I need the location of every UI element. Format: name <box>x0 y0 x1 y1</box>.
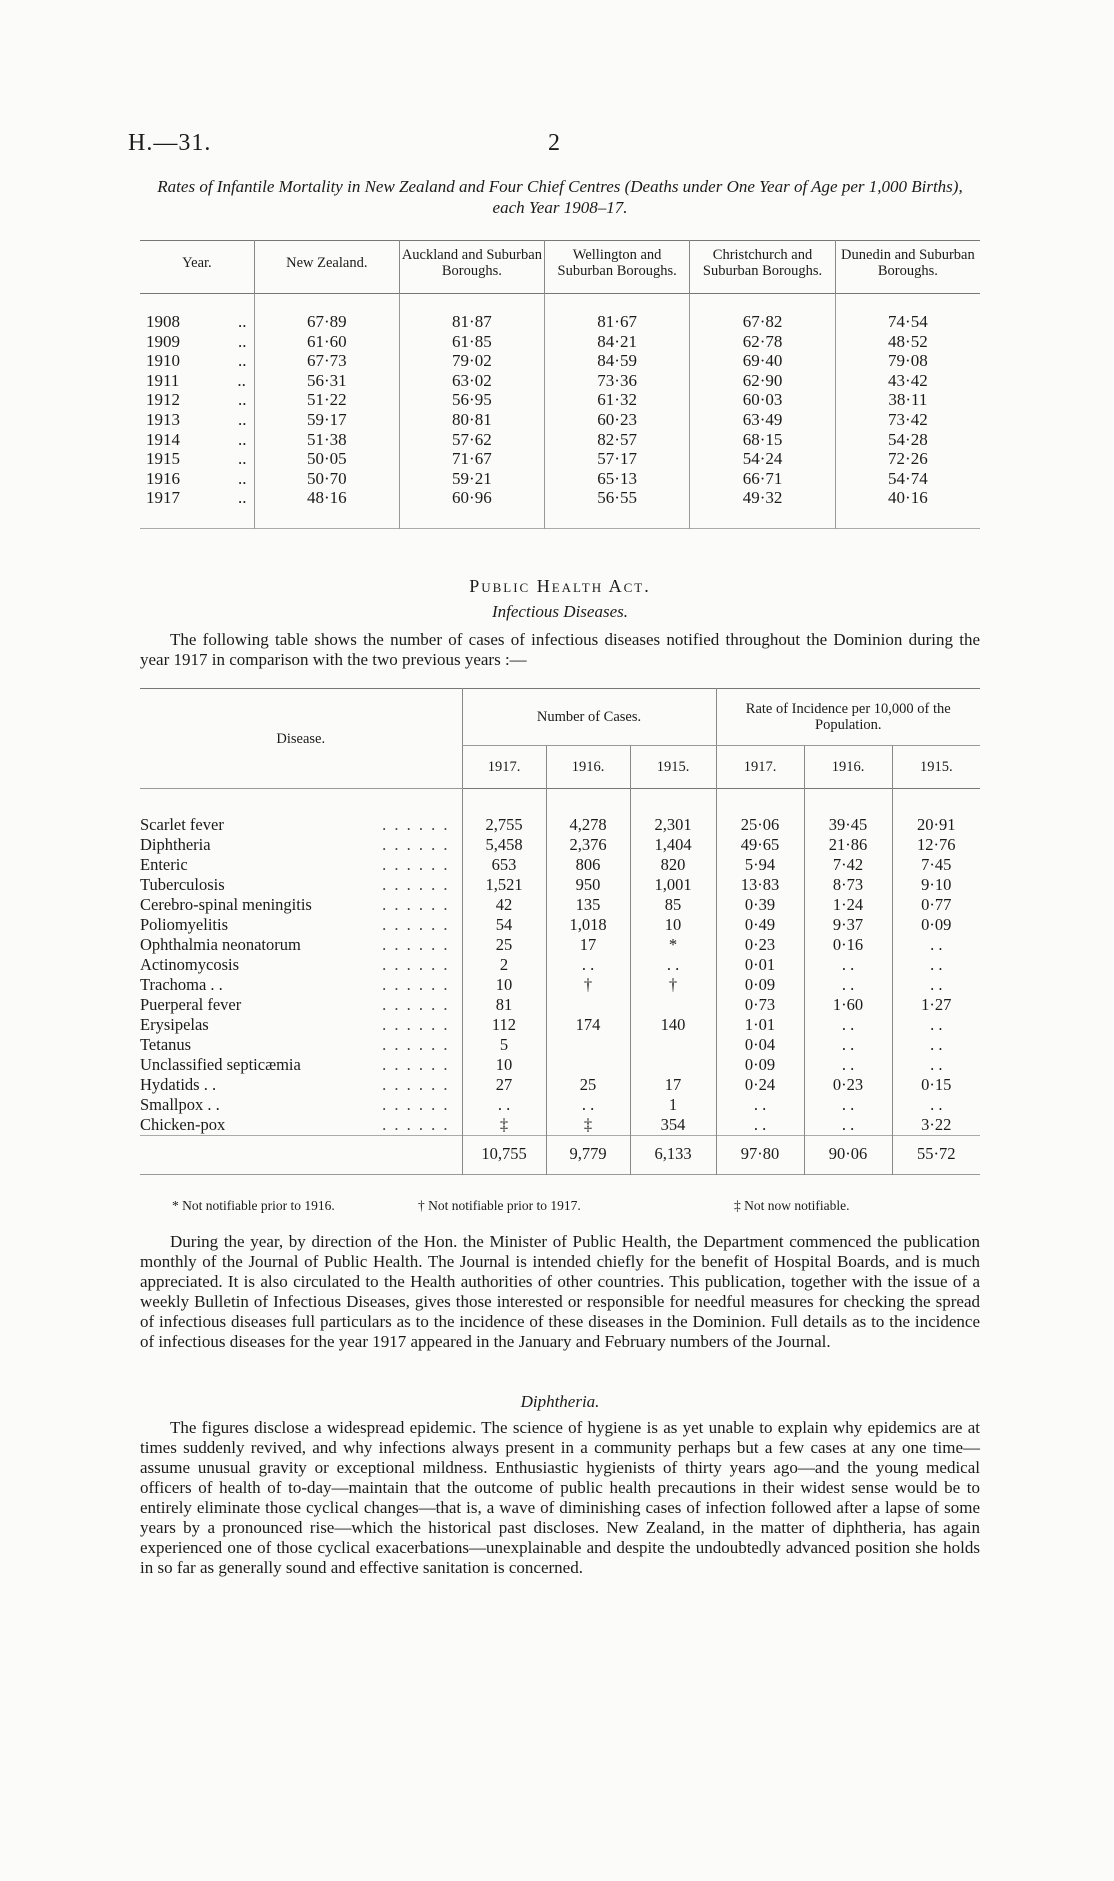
cases-cell: ‡ <box>546 1115 630 1136</box>
column-header: New Zealand. <box>254 241 399 294</box>
table-row <box>140 1095 980 1115</box>
total-cell: 10,755 <box>462 1136 546 1175</box>
rate-cell: 3·22 <box>892 1115 980 1136</box>
leader-dots: . . . . . . <box>382 815 450 834</box>
footnote-star: * Not notifiable prior to 1916. <box>172 1198 335 1213</box>
disease-name: Diphtheria <box>140 835 211 854</box>
rate-cell: 69·40 <box>690 351 836 371</box>
leader-dots: . . . . . . <box>382 1015 450 1034</box>
rate-cell: 1·60 <box>804 995 892 1015</box>
rate-cell: 67·82 <box>690 294 836 332</box>
rate-cell: 0·77 <box>892 895 980 915</box>
leader-dots: . . . . . . <box>382 1095 450 1114</box>
rate-cell: 60·23 <box>544 410 689 430</box>
rate-cell: 40·16 <box>888 488 928 508</box>
document-reference: H.—31. <box>128 130 212 156</box>
leader-dots: . . . . . . <box>382 835 450 854</box>
column-header: Christchurch and Suburban Boroughs. <box>690 241 836 294</box>
leader-dots: . . . . . . <box>382 855 450 874</box>
year-value: 1909 <box>146 331 180 351</box>
cases-cell <box>546 1055 630 1075</box>
year-value: 1916 <box>146 468 180 488</box>
disease-rows <box>140 789 980 1175</box>
footnote-dagger: † Not notifiable prior to 1917. <box>418 1198 581 1213</box>
cases-cell: 27 <box>462 1075 546 1095</box>
rate-cell: 61·32 <box>544 390 689 410</box>
disease-name: Trachoma . . <box>140 975 223 994</box>
rate-cell: . . <box>804 1055 892 1075</box>
table-row <box>140 915 980 935</box>
year-value: 1911 <box>146 370 180 390</box>
rate-cell: 66·71 <box>690 469 836 489</box>
cases-cell: 1,018 <box>546 915 630 935</box>
rate-cell: 54·24 <box>690 449 836 469</box>
rate-cell: 7·45 <box>892 855 980 875</box>
cases-cell: . . <box>546 955 630 975</box>
column-header: Dunedin and Suburban Boroughs. <box>841 247 975 279</box>
table-row <box>140 294 980 332</box>
section-title: Public Health Act. <box>469 576 651 596</box>
rate-cell: 49·32 <box>690 488 836 528</box>
cases-cell: 10 <box>462 1055 546 1075</box>
rate-cell: 73·36 <box>544 371 689 391</box>
spacer-cell <box>804 789 892 816</box>
cases-cell: 2,755 <box>462 815 546 835</box>
rate-cell: 79·08 <box>888 351 928 371</box>
leader-dots: . . . . . . <box>382 1035 450 1054</box>
cases-cell: 653 <box>462 855 546 875</box>
table-row <box>140 855 980 875</box>
column-header-rate: Rate of Incidence per 10,000 of the Population. <box>716 689 980 746</box>
year-cell <box>140 488 254 528</box>
cases-cell: 1 <box>630 1095 716 1115</box>
cases-cell: 135 <box>546 895 630 915</box>
rate-cell: 48·16 <box>254 488 399 528</box>
rate-cell: 1·01 <box>716 1015 804 1035</box>
rate-cell: . . <box>804 1095 892 1115</box>
table-row <box>140 975 980 995</box>
rate-cell: 81·67 <box>544 294 689 332</box>
spacer-cell <box>716 789 804 816</box>
cases-cell: 10 <box>462 975 546 995</box>
totals-label-cell <box>140 1136 462 1175</box>
table-row <box>140 410 980 430</box>
total-cell: 90·06 <box>804 1136 892 1175</box>
rate-cell: 43·42 <box>888 370 928 390</box>
year-cell <box>140 371 254 391</box>
rate-cell: 61·60 <box>254 332 399 352</box>
cases-cell: 2,301 <box>630 815 716 835</box>
spacer-cell <box>462 789 546 816</box>
rate-cell: 1·27 <box>892 995 980 1015</box>
table-row <box>140 995 980 1015</box>
cases-cell: 81 <box>462 995 546 1015</box>
rate-cell: . . <box>804 975 892 995</box>
totals-row <box>140 1136 980 1175</box>
rate-cell: 9·10 <box>892 875 980 895</box>
rate-cell: 60·03 <box>690 390 836 410</box>
column-header-year: 1916. <box>546 746 630 789</box>
disease-name: Actinomycosis <box>140 955 239 974</box>
table-row <box>140 895 980 915</box>
rate-cell: 56·55 <box>544 488 689 528</box>
rate-cell: . . <box>804 955 892 975</box>
cases-cell: 42 <box>462 895 546 915</box>
table-row <box>140 1115 980 1136</box>
footnote-double-dagger: ‡ Not now notifiable. <box>734 1198 850 1213</box>
rate-cell: 80·81 <box>399 410 544 430</box>
rate-cell: 0·73 <box>716 995 804 1015</box>
year-value: 1908 <box>146 312 180 331</box>
mortality-table-caption: Rates of Infantile Mortality in New Zealand and Four Chief Centres (Deaths under One Year of Age per 1,000 Births), each Year 1908–17. <box>157 177 963 217</box>
disease-name: Ophthalmia neonatorum <box>140 935 301 954</box>
table-row <box>140 390 980 410</box>
rate-cell: 0·24 <box>716 1075 804 1095</box>
column-header-year: 1916. <box>804 746 892 789</box>
column-header-cases: Number of Cases. <box>462 689 716 746</box>
cases-cell: 17 <box>546 935 630 955</box>
rate-cell: 62·90 <box>690 371 836 391</box>
rate-cell: 72·26 <box>888 449 928 469</box>
table-row <box>140 935 980 955</box>
spacer-row <box>140 789 980 816</box>
infant-mortality-table <box>140 240 980 529</box>
disease-name: Unclassified septicæmia <box>140 1055 301 1074</box>
year-cell <box>140 469 254 489</box>
page-number: 2 <box>548 130 560 156</box>
rate-cell: 81·87 <box>399 294 544 332</box>
rate-cell: 0·04 <box>716 1035 804 1055</box>
cases-cell: 1,404 <box>630 835 716 855</box>
rate-cell: 0·23 <box>804 1075 892 1095</box>
leader-dots: .. <box>238 312 247 331</box>
cases-cell: . . <box>462 1095 546 1115</box>
leader-dots: .. <box>238 488 247 508</box>
year-cell <box>140 449 254 469</box>
total-cell: 55·72 <box>892 1136 980 1175</box>
leader-dots: . . . . . . <box>382 915 450 934</box>
table-row <box>140 815 980 835</box>
table-row <box>140 1035 980 1055</box>
cases-cell: 85 <box>630 895 716 915</box>
rate-cell: . . <box>804 1035 892 1055</box>
cases-cell: 174 <box>546 1015 630 1035</box>
rate-cell: 21·86 <box>804 835 892 855</box>
rate-cell: 79·02 <box>399 351 544 371</box>
column-header: Wellington and Suburban Boroughs. <box>544 241 689 294</box>
column-header-disease: Disease. <box>140 689 462 789</box>
cases-cell: 10 <box>630 915 716 935</box>
cases-cell: 5 <box>462 1035 546 1055</box>
leader-dots: . . . . . . <box>382 875 450 894</box>
table-row <box>140 351 980 371</box>
rate-cell: 54·28 <box>888 429 928 449</box>
cases-cell <box>630 995 716 1015</box>
cases-cell: 2 <box>462 955 546 975</box>
cases-cell: 112 <box>462 1015 546 1035</box>
rate-cell: 73·42 <box>888 409 928 429</box>
rate-cell: 65·13 <box>544 469 689 489</box>
table-header-row <box>140 241 980 294</box>
rate-cell: 67·73 <box>254 351 399 371</box>
year-cell <box>140 390 254 410</box>
infectious-diseases-table <box>140 688 980 1175</box>
spacer-cell <box>140 789 350 816</box>
rate-cell: 0·09 <box>716 975 804 995</box>
disease-name: Scarlet fever <box>140 815 224 834</box>
rate-cell: 0·16 <box>804 935 892 955</box>
rate-cell: . . <box>716 1095 804 1115</box>
leader-dots: .. <box>238 449 247 469</box>
rate-cell: . . <box>892 935 980 955</box>
cases-cell: 354 <box>630 1115 716 1136</box>
year-value: 1914 <box>146 429 180 449</box>
column-header-year: 1915. <box>630 746 716 789</box>
rate-cell: . . <box>892 975 980 995</box>
leader-dots: .. <box>238 468 247 488</box>
year-cell <box>140 351 254 371</box>
year-cell <box>140 332 254 352</box>
rate-cell: 0·23 <box>716 935 804 955</box>
year-value: 1915 <box>146 449 180 469</box>
diphtheria-paragraph: The figures disclose a widespread epidemic. The science of hygiene is as yet unable to explain why epidemics are at times suddenly revived, and why infections always present in a community perhaps but a few cases at any one time—assume unusual gravity or exceptional mildness. Enthusiastic hygienists of thirty years ago—and the young medical officers of health of to-day—maintain that the outcome of public health precautions in their widest sense would be to entirely eliminate those cyclical changes—that is, a wave of diminishing cases of infection followed after a lapse of some years by a pronounced rise—which the historical past discloses. New Zealand, in the matter of diphtheria, has again experienced one of those cyclical exacerbations—unexplainable and despite the undoubtedly advanced position she holds in so far as generally sound and effective sanitation is concerned. <box>140 1418 980 1577</box>
cases-cell: 1,001 <box>630 875 716 895</box>
total-cell: 9,779 <box>546 1136 630 1175</box>
cases-cell <box>630 1055 716 1075</box>
rate-cell: 1·24 <box>804 895 892 915</box>
cases-cell: . . <box>546 1095 630 1115</box>
cases-cell <box>630 1035 716 1055</box>
table-row <box>140 1055 980 1075</box>
leader-dots: . . . . . . <box>382 1075 450 1094</box>
rate-cell: . . <box>804 1115 892 1136</box>
table-row <box>140 1015 980 1035</box>
column-header-year: 1917. <box>716 746 804 789</box>
year-value: 1917 <box>146 488 180 508</box>
mortality-rows <box>140 294 980 529</box>
leader-dots: . . . . . . <box>382 955 450 974</box>
rate-cell: 38·11 <box>888 390 928 410</box>
rate-cell: 8·73 <box>804 875 892 895</box>
cases-cell: † <box>546 975 630 995</box>
rate-cell: 84·21 <box>544 332 689 352</box>
cases-cell: 820 <box>630 855 716 875</box>
table-row <box>140 1075 980 1095</box>
disease-name: Tuberculosis <box>140 875 225 894</box>
rate-cell: 5·94 <box>716 855 804 875</box>
cases-cell: . . <box>630 955 716 975</box>
year-cell <box>140 430 254 450</box>
leader-dots: . . . . . . <box>382 995 450 1014</box>
rate-cell: 63·02 <box>399 371 544 391</box>
rate-cell: . . <box>892 1095 980 1115</box>
leader-dots: .. <box>238 351 247 371</box>
year-value: 1912 <box>146 390 180 410</box>
rate-cell: . . <box>892 1035 980 1055</box>
rate-cell: 68·15 <box>690 430 836 450</box>
rate-cell: 0·15 <box>892 1075 980 1095</box>
column-header: Auckland and Suburban Boroughs. <box>399 241 544 294</box>
table-row <box>140 469 980 489</box>
total-cell: 6,133 <box>630 1136 716 1175</box>
rate-cell: 74·54 <box>888 312 928 331</box>
leader-dots: .. <box>238 390 247 410</box>
cases-cell: * <box>630 935 716 955</box>
rate-cell: 61·85 <box>399 332 544 352</box>
disease-name: Chicken-pox <box>140 1115 226 1134</box>
rate-cell: 57·62 <box>399 430 544 450</box>
rate-cell: . . <box>892 1055 980 1075</box>
rate-cell: 60·96 <box>399 488 544 528</box>
rate-cell: 62·78 <box>690 332 836 352</box>
rate-cell: 49·65 <box>716 835 804 855</box>
cases-cell: 140 <box>630 1015 716 1035</box>
leader-dots: . . . . . . <box>382 975 450 994</box>
diphtheria-heading: Diphtheria. <box>520 1392 600 1411</box>
journal-paragraph: During the year, by direction of the Hon. the Minister of Public Health, the Department commenced the publication monthly of the Journal of Public Health. The Journal is intended chiefly for the benefit of Hospital Boards, and is much appreciated. It is also circulated to the Health authorities of other countries. This publication, together with the issue of a weekly Bulletin of Infectious Diseases, gives those interested or responsible for needful measures for checking the spread of infectious diseases full particulars as to the incidence of these diseases in the Dominion. Full details as to the incidence of infectious diseases for the year 1917 appeared in the January and February numbers of the Journal. <box>140 1232 980 1351</box>
year-value: 1913 <box>146 409 180 429</box>
leader-dots: . . . . . . <box>382 895 450 914</box>
rate-cell: 0·39 <box>716 895 804 915</box>
leader-dots: .. <box>238 429 247 449</box>
rate-cell: . . <box>804 1015 892 1035</box>
table-row <box>140 430 980 450</box>
disease-name: Hydatids . . <box>140 1075 217 1094</box>
table-row <box>140 371 980 391</box>
disease-name: Cerebro-spinal meningitis <box>140 895 312 914</box>
rate-cell: 0·01 <box>716 955 804 975</box>
rate-cell: . . <box>892 1015 980 1035</box>
rate-cell: 50·05 <box>254 449 399 469</box>
rate-cell: 59·21 <box>399 469 544 489</box>
cases-cell: 806 <box>546 855 630 875</box>
rate-cell: 0·09 <box>716 1055 804 1075</box>
leader-dots: .. <box>237 370 246 390</box>
rate-cell: 12·76 <box>892 835 980 855</box>
table-row <box>140 875 980 895</box>
leader-dots: . . . . . . <box>382 1115 450 1134</box>
spacer-cell <box>892 789 980 816</box>
rate-cell: 51·38 <box>254 430 399 450</box>
cases-cell: 4,278 <box>546 815 630 835</box>
rate-cell: 56·31 <box>254 371 399 391</box>
disease-name: Smallpox . . <box>140 1095 220 1114</box>
cases-cell: 17 <box>630 1075 716 1095</box>
spacer-cell <box>630 789 716 816</box>
rate-cell: 50·70 <box>254 469 399 489</box>
disease-name: Poliomyelitis <box>140 915 229 934</box>
table-header-row <box>140 689 980 746</box>
rate-cell: 71·67 <box>399 449 544 469</box>
rate-cell: 51·22 <box>254 390 399 410</box>
cases-cell: 5,458 <box>462 835 546 855</box>
leader-dots: .. <box>238 409 247 429</box>
rate-cell: 0·49 <box>716 915 804 935</box>
rate-cell: 9·37 <box>804 915 892 935</box>
disease-name: Erysipelas <box>140 1015 209 1034</box>
year-cell <box>140 410 254 430</box>
cases-cell: 25 <box>546 1075 630 1095</box>
rate-cell: 82·57 <box>544 430 689 450</box>
spacer-cell <box>350 789 462 816</box>
disease-name: Puerperal fever <box>140 995 242 1014</box>
rate-cell: . . <box>716 1115 804 1136</box>
rate-cell: 13·83 <box>716 875 804 895</box>
table-row <box>140 835 980 855</box>
cases-cell: 950 <box>546 875 630 895</box>
rate-cell: 57·17 <box>544 449 689 469</box>
table-row <box>140 449 980 469</box>
rate-cell: 59·17 <box>254 410 399 430</box>
table-row <box>140 332 980 352</box>
year-value: 1910 <box>146 351 180 371</box>
rate-cell: 39·45 <box>804 815 892 835</box>
column-header-year: 1917. <box>462 746 546 789</box>
rate-cell: 63·49 <box>690 410 836 430</box>
rate-cell: 56·95 <box>399 390 544 410</box>
rate-cell: 48·52 <box>888 331 928 351</box>
cases-cell: 25 <box>462 935 546 955</box>
column-header-year: 1915. <box>892 746 980 789</box>
leader-dots: . . . . . . <box>382 1055 450 1074</box>
cases-cell: 2,376 <box>546 835 630 855</box>
rate-cell: 54·74 <box>888 468 928 488</box>
intro-paragraph: The following table shows the number of cases of infectious diseases notified throughout the Dominion during the year 1917 in comparison with the two previous years :— <box>140 630 980 669</box>
table-row <box>140 488 980 528</box>
total-cell: 97·80 <box>716 1136 804 1175</box>
rate-cell: 20·91 <box>892 815 980 835</box>
rate-cell: 0·09 <box>892 915 980 935</box>
table-row <box>140 955 980 975</box>
cases-cell: ‡ <box>462 1115 546 1136</box>
disease-name: Enteric <box>140 855 188 874</box>
spacer-cell <box>546 789 630 816</box>
rate-cell: 84·59 <box>544 351 689 371</box>
cases-cell: 54 <box>462 915 546 935</box>
leader-dots: . . . . . . <box>382 935 450 954</box>
cases-cell <box>546 995 630 1015</box>
cases-cell <box>546 1035 630 1055</box>
rate-cell: 67·89 <box>254 294 399 332</box>
section-subtitle: Infectious Diseases. <box>492 602 628 621</box>
cases-cell: 1,521 <box>462 875 546 895</box>
cases-cell: † <box>630 975 716 995</box>
rate-cell: 25·06 <box>716 815 804 835</box>
rate-cell: 7·42 <box>804 855 892 875</box>
rate-cell: . . <box>892 955 980 975</box>
year-cell <box>140 294 254 332</box>
leader-dots: .. <box>238 331 247 351</box>
disease-name: Tetanus <box>140 1035 192 1054</box>
column-header: Year. <box>140 241 254 294</box>
